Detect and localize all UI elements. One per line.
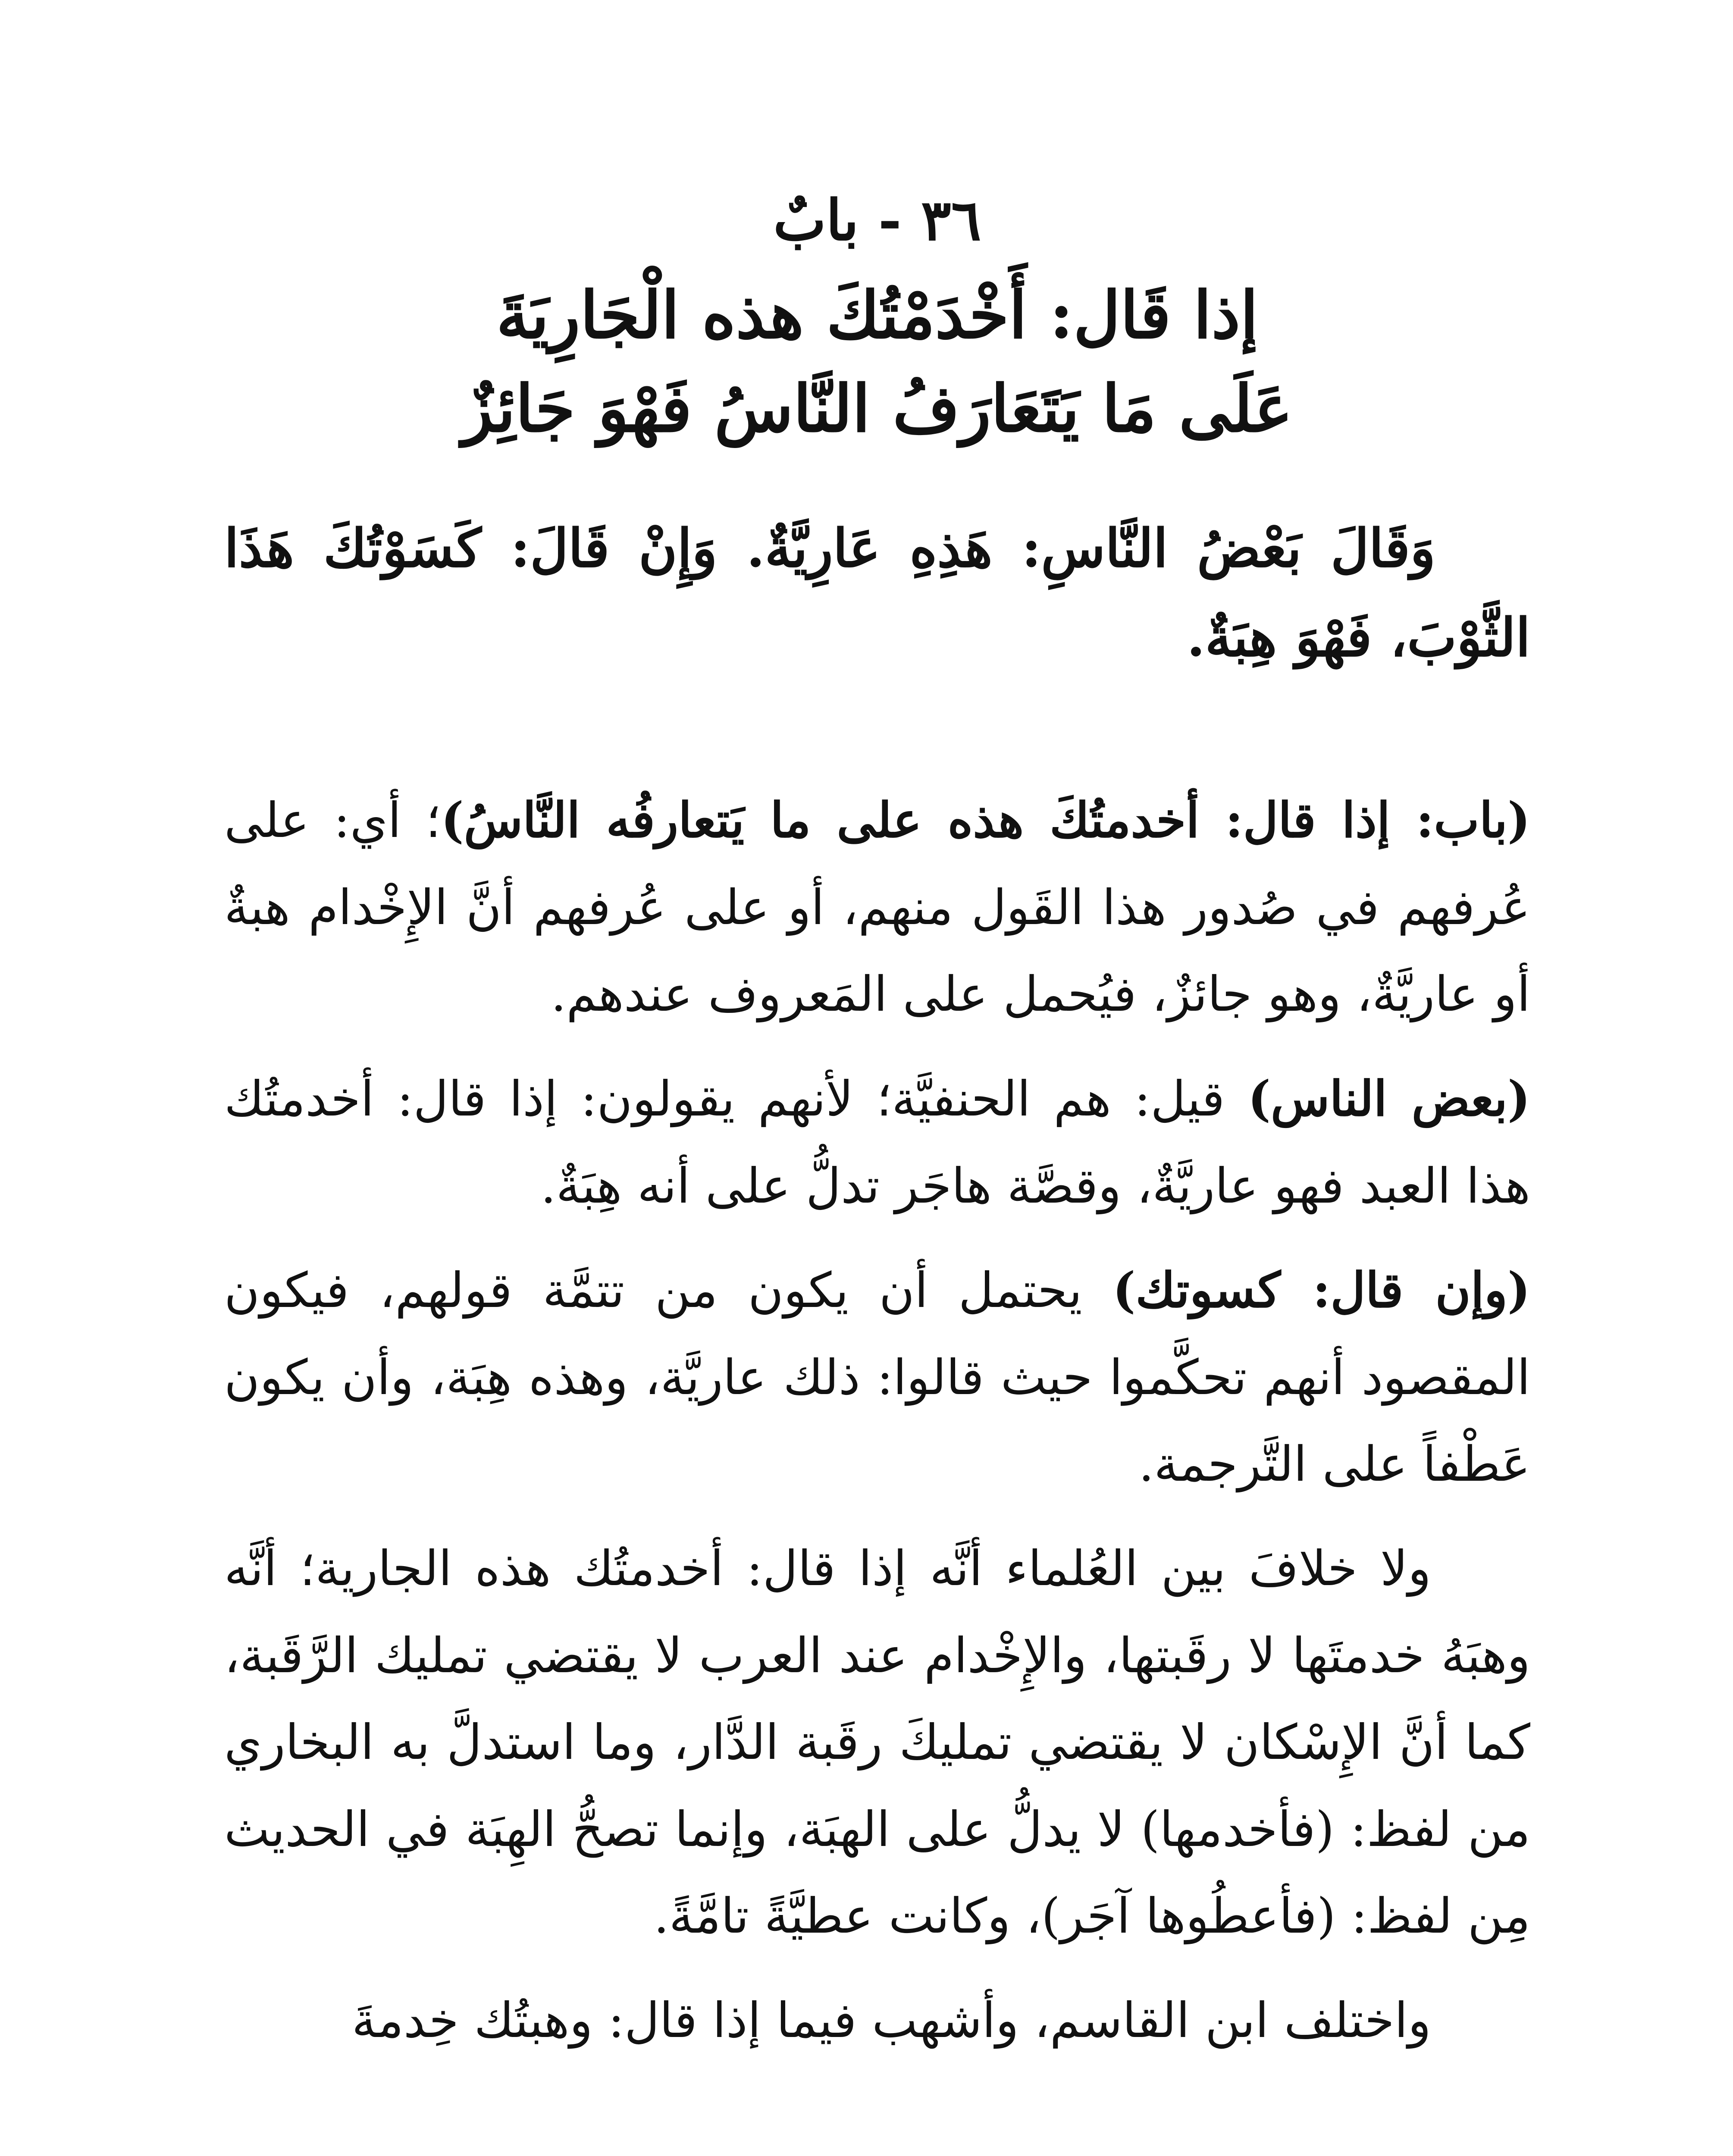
commentary-heading-3: (وإن قال: كسوتك) — [1113, 1262, 1530, 1319]
commentary-body-1: ؛ أي: على عُرفهم في صُدور هذا القَول منهم، أو على عُرفهم أنَّ الإِخْدام هبةٌ أو عاريَّةٌ، وهو جائزٌ، فيُحمل على المَعروف عندهم. — [224, 793, 1531, 1023]
commentary-paragraph-4: ولا خلافَ بين العُلماء أنَّه إذا قال: أخدمتُك هذه الجارية؛ أنَّه وهبَهُ خدمتَها لا رقَبتها، والإِخْدام عند العرب لا يقتضي تمليك الرَّقَبة، كما أنَّ الإِسْكان لا يقتضي تمليكَ رقَبة الدَّار، وما استدلَّ به البخاري من لفظ: (فأخدمها) لا يدلُّ على الهبَة، وإنما تصحُّ الهِبَة في الحديث مِن لفظ: (فأعطُوها آجَر)، وكانت عطيَّةً تامَّةً. — [224, 1541, 1531, 1945]
commentary-paragraph-3 — [224, 1247, 1530, 1508]
commentary-paragraph-1 — [224, 777, 1530, 1038]
commentary-heading-1: (باب: إذا قال: أخدمتُكَ هذه على ما يَتعارفُه النَّاسُ) — [441, 792, 1531, 849]
hadith-text: وَقَالَ بَعْضُ النَّاسِ: هَذِهِ عَارِيَّةٌ. وَإِنْ قَالَ: كَسَوْتُكَ هَذَا الثَّوْبَ، فَهْوَ هِبَةٌ. — [224, 517, 1530, 668]
page-content — [224, 185, 1530, 2082]
chapter-title-line-2: عَلَى مَا يَتَعَارَفُ النَّاسُ فَهْوَ جَائِزٌ — [461, 371, 1293, 447]
chapter-title-line-1: إذا قَال: أَخْدَمْتُكَ هذه الْجَارِيَةَ — [496, 277, 1258, 353]
commentary-paragraph-5: واختلف ابن القاسم، وأشهب فيما إذا قال: وهبتُك خِدمةَ — [351, 1993, 1431, 2049]
commentary-body-2: قيل: هم الحنفيَّة؛ لأنهم يقولون: إذا قال: أخدمتُك هذا العبد فهو عاريَّةٌ، وقصَّة هاجَر تدلُّ على أنه هِبَةٌ. — [224, 1071, 1530, 1214]
chapter-title — [224, 269, 1530, 456]
commentary-heading-2: (بعض الناس) — [1247, 1071, 1530, 1128]
chapter-number: ٣٦ - بابٌ — [773, 187, 981, 253]
commentary-paragraph-2 — [224, 1056, 1530, 1230]
commentary-body-3: يحتمل أن يكون من تتمَّة قولهم، فيكون المقصود أنهم تحكَّموا حيث قالوا: ذلك عاريَّة، وهذه هِبَة، وأن يكون عَطْفاً على التَّرجمة. — [224, 1263, 1530, 1493]
